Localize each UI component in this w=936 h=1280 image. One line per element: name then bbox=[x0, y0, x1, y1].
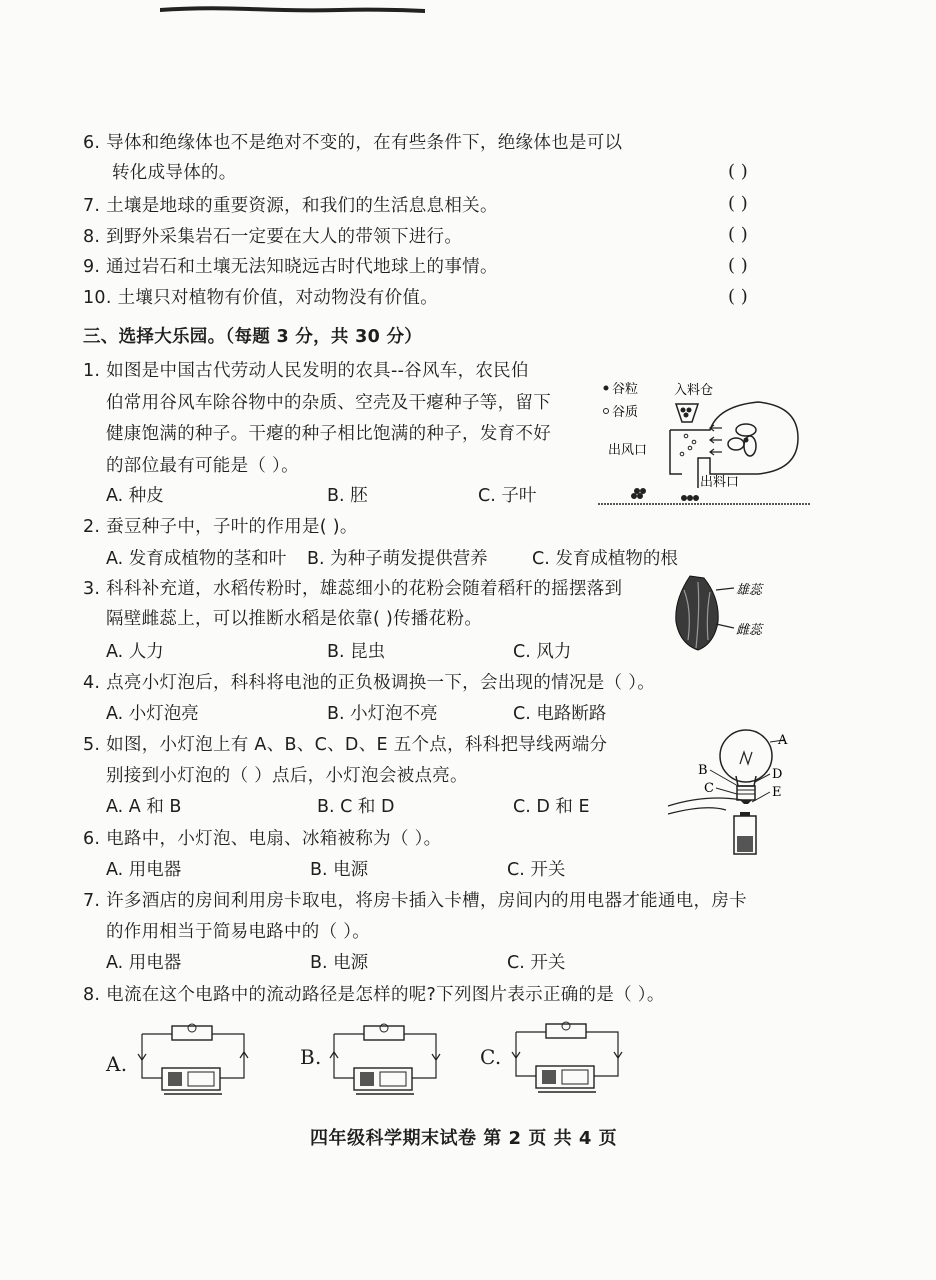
figure-label-husk: 谷质 bbox=[612, 405, 639, 420]
figure-label-c: C bbox=[704, 781, 714, 796]
q4-option-c[interactable]: C. 电路断路 bbox=[513, 704, 607, 724]
figure-label-d: D bbox=[772, 767, 783, 782]
winnowing-machine-figure bbox=[598, 378, 810, 510]
q7-option-c[interactable]: C. 开关 bbox=[507, 953, 566, 973]
q8-diagram-c-label[interactable]: C. bbox=[480, 1045, 502, 1069]
q6-option-b[interactable]: B. 电源 bbox=[310, 860, 369, 880]
q7-line1: 7. 许多酒店的房间利用房卡取电，将房卡插入卡槽，房间内的用电器才能通电，房卡 bbox=[83, 891, 747, 911]
q1-option-c[interactable]: C. 子叶 bbox=[478, 486, 537, 506]
q8-diagram-a-label[interactable]: A. bbox=[106, 1052, 128, 1076]
q1-option-b[interactable]: B. 胚 bbox=[327, 486, 368, 506]
rice-flower-figure bbox=[664, 570, 776, 660]
light-bulb-figure bbox=[666, 724, 796, 860]
circuit-diagram-c[interactable] bbox=[508, 1018, 626, 1096]
tf-answer-blank-6[interactable]: ( ) bbox=[728, 161, 748, 182]
tf-answer-blank-8[interactable]: ( ) bbox=[728, 224, 748, 245]
tf-answer-blank-10[interactable]: ( ) bbox=[728, 286, 748, 307]
circuit-diagram-b[interactable] bbox=[326, 1022, 444, 1098]
q2-option-a[interactable]: A. 发育成植物的茎和叶 bbox=[106, 549, 287, 569]
circuit-diagram-a[interactable] bbox=[134, 1022, 252, 1098]
q3-line1: 3. 科科补充道，水稻传粉时，雄蕊细小的花粉会随着稻秆的摇摆落到 bbox=[83, 579, 623, 599]
q5-line2: 别接到小灯泡的（ ）点后，小灯泡会被点亮。 bbox=[106, 766, 468, 786]
q6-line1: 6. 电路中，小灯泡、电扇、冰箱被称为（ ）。 bbox=[83, 829, 442, 849]
q2-line1: 2. 蚕豆种子中，子叶的作用是( )。 bbox=[83, 517, 358, 537]
q6-option-c[interactable]: C. 开关 bbox=[507, 860, 566, 880]
q7-option-b[interactable]: B. 电源 bbox=[310, 953, 369, 973]
q7-line2: 的作用相当于简易电路中的（ ）。 bbox=[106, 922, 371, 942]
q5-option-c[interactable]: C. D 和 E bbox=[513, 797, 590, 817]
q3-option-a[interactable]: A. 人力 bbox=[106, 642, 164, 662]
page-footer: 四年级科学期末试卷 第 2 页 共 4 页 bbox=[310, 1128, 618, 1149]
q6-option-a[interactable]: A. 用电器 bbox=[106, 860, 182, 880]
q3-option-b[interactable]: B. 昆虫 bbox=[327, 642, 386, 662]
q1-line1: 1. 如图是中国古代劳动人民发明的农具--谷风车，农民伯 bbox=[83, 361, 529, 381]
q4-line1: 4. 点亮小灯泡后，科科将电池的正负极调换一下，会出现的情况是（ ）。 bbox=[83, 673, 656, 693]
q2-option-c[interactable]: C. 发育成植物的根 bbox=[532, 549, 678, 569]
figure-label-inlet: 入料仓 bbox=[674, 383, 714, 398]
tf-item-10: 10. 土壤只对植物有价值，对动物没有价值。 bbox=[83, 288, 438, 308]
figure-label-material-outlet: 出料口 bbox=[700, 475, 740, 490]
q5-option-b[interactable]: B. C 和 D bbox=[317, 797, 395, 817]
figure-label-b: B bbox=[698, 763, 708, 778]
tf-item-9: 9. 通过岩石和土壤无法知晓远古时代地球上的事情。 bbox=[83, 257, 498, 277]
tf-answer-blank-9[interactable]: ( ) bbox=[728, 255, 748, 276]
q1-line3: 健康饱满的种子。干瘪的种子相比饱满的种子，发育不好 bbox=[106, 424, 551, 444]
q3-option-c[interactable]: C. 风力 bbox=[513, 642, 572, 662]
tf-answer-blank-7[interactable]: ( ) bbox=[728, 193, 748, 214]
q8-line1: 8. 电流在这个电路中的流动路径是怎样的呢?下列图片表示正确的是（ ）。 bbox=[83, 985, 665, 1005]
figure-label-stamen: 雄蕊 bbox=[736, 583, 763, 598]
q8-diagram-b-label[interactable]: B. bbox=[300, 1045, 322, 1069]
tf-item-7: 7. 土壤是地球的重要资源，和我们的生活息息相关。 bbox=[83, 196, 498, 216]
q4-option-a[interactable]: A. 小灯泡亮 bbox=[106, 704, 199, 724]
q1-option-a[interactable]: A. 种皮 bbox=[106, 486, 164, 506]
figure-label-wind-outlet: 出风口 bbox=[608, 443, 648, 458]
q5-option-a[interactable]: A. A 和 B bbox=[106, 797, 182, 817]
section-3-title: 三、选择大乐园。（每题 3 分，共 30 分） bbox=[83, 327, 423, 347]
figure-label-pistil: 雌蕊 bbox=[736, 623, 763, 638]
q1-line4: 的部位最有可能是（ ）。 bbox=[106, 456, 299, 476]
q1-line2: 伯常用谷风车除谷物中的杂质、空壳及干瘪种子等，留下 bbox=[106, 393, 551, 413]
q5-line1: 5. 如图，小灯泡上有 A、B、C、D、E 五个点，科科把导线两端分 bbox=[83, 735, 608, 755]
figure-label-grain: 谷粒 bbox=[612, 382, 639, 397]
q4-option-b[interactable]: B. 小灯泡不亮 bbox=[327, 704, 438, 724]
top-scan-smudge bbox=[160, 6, 425, 14]
q3-line2: 隔壁雌蕊上，可以推断水稻是依靠( )传播花粉。 bbox=[106, 609, 483, 629]
figure-label-a: A bbox=[778, 733, 788, 748]
tf-item-8: 8. 到野外采集岩石一定要在大人的带领下进行。 bbox=[83, 227, 463, 247]
q7-option-a[interactable]: A. 用电器 bbox=[106, 953, 182, 973]
tf-item-6-line2: 转化成导体的。 bbox=[112, 163, 237, 183]
q2-option-b[interactable]: B. 为种子萌发提供营养 bbox=[307, 549, 488, 569]
figure-label-e: E bbox=[772, 785, 782, 800]
tf-item-6-line1: 6. 导体和绝缘体也不是绝对不变的，在有些条件下，绝缘体也是可以 bbox=[83, 133, 623, 153]
